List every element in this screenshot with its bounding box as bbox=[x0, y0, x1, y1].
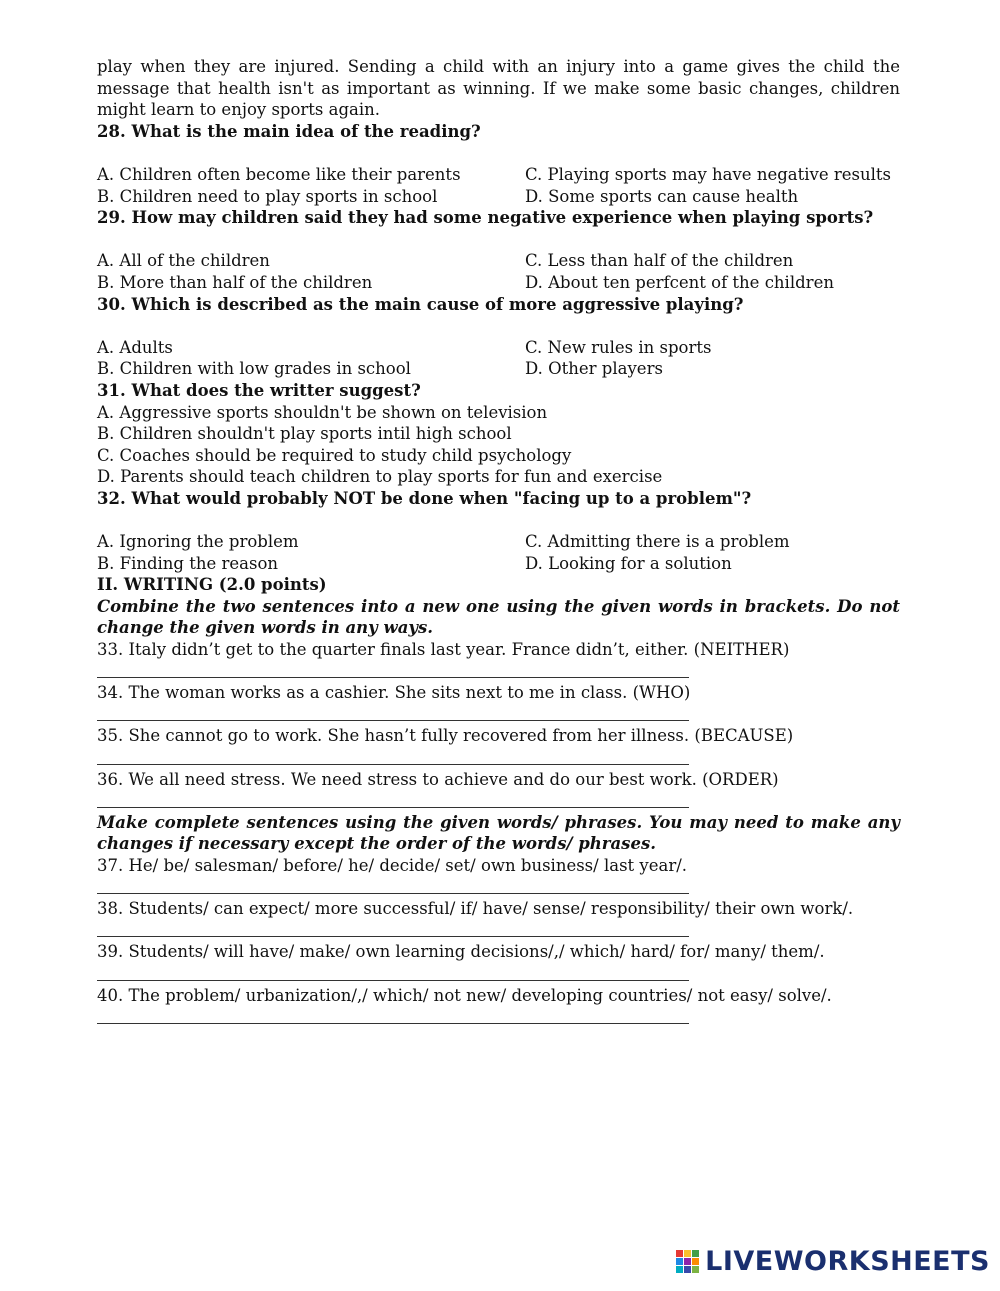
logo-tile bbox=[676, 1250, 683, 1257]
question-37: 37. He/ be/ salesman/ before/ he/ decide/ set/ own business/ last year/. bbox=[97, 855, 688, 875]
options-28-row1 bbox=[97, 164, 900, 186]
options-30-row2 bbox=[97, 358, 900, 380]
answer-37-input[interactable] bbox=[97, 877, 689, 899]
option-32-d[interactable]: D. Looking for a solution bbox=[525, 553, 732, 573]
answer-33-input[interactable] bbox=[97, 661, 689, 683]
option-32-a[interactable]: A. Ignoring the problem bbox=[97, 532, 299, 552]
options-28-row2 bbox=[97, 186, 900, 208]
answer-34-input[interactable] bbox=[97, 704, 689, 726]
logo-wordmark: LIVEWORKSHEETS bbox=[705, 1246, 990, 1277]
question-40: 40. The problem/ urbanization/,/ which/ not new/ developing countries/ not easy/ solve/. bbox=[97, 985, 832, 1005]
option-31-b[interactable]: B. Children shouldn't play sports intil high school bbox=[97, 424, 512, 444]
answer-40-input[interactable] bbox=[97, 1006, 689, 1028]
reading-passage-end: play when they are injured. Sending a child with an injury into a game gives the child the message that health isn't as important as winning. If we make some basic changes, children might learn to enjoy sports again. bbox=[97, 57, 900, 120]
option-31-d[interactable]: D. Parents should teach children to play sports for fun and exercise bbox=[97, 467, 663, 487]
question-38: 38. Students/ can expect/ more successful/ if/ have/ sense/ responsibility/ their own work/. bbox=[97, 899, 854, 919]
option-31-c[interactable]: C. Coaches should be required to study child psychology bbox=[97, 445, 572, 465]
logo-tile bbox=[684, 1250, 691, 1257]
question-33: 33. Italy didn’t get to the quarter finals last year. France didn’t, either. (NEITHER) bbox=[97, 640, 790, 660]
question-34: 34. The woman works as a cashier. She sits next to me in class. (WHO) bbox=[97, 683, 691, 703]
option-29-d[interactable]: D. About ten perfcent of the children bbox=[525, 272, 834, 292]
logo-tile bbox=[692, 1266, 699, 1273]
logo-tile bbox=[676, 1258, 683, 1265]
question-32: 32. What would probably NOT be done when "facing up to a problem"? bbox=[97, 488, 752, 508]
options-29-row1 bbox=[97, 250, 900, 272]
question-39: 39. Students/ will have/ make/ own learning decisions/,/ which/ hard/ for/ many/ them/. bbox=[97, 942, 825, 962]
logo-tile bbox=[692, 1250, 699, 1257]
answer-36-input[interactable] bbox=[97, 790, 689, 812]
option-28-a[interactable]: A. Children often become like their parents bbox=[97, 164, 461, 184]
option-32-b[interactable]: B. Finding the reason bbox=[97, 553, 279, 573]
writing-instruction-complete: Make complete sentences using the given words/ phrases. You may need to make any changes if necessary except the order of the words/ phrases. bbox=[97, 812, 900, 854]
question-31: 31. What does the writter suggest? bbox=[97, 380, 421, 400]
option-30-d[interactable]: D. Other players bbox=[525, 359, 663, 379]
option-30-a[interactable]: A. Adults bbox=[97, 337, 173, 357]
options-32-row1 bbox=[97, 531, 900, 553]
option-29-b[interactable]: B. More than half of the children bbox=[97, 272, 373, 292]
options-29-row2 bbox=[97, 272, 900, 294]
options-30-row1 bbox=[97, 337, 900, 359]
option-31-a[interactable]: A. Aggressive sports shouldn't be shown on television bbox=[97, 402, 548, 422]
question-36: 36. We all need stress. We need stress to achieve and do our best work. (ORDER) bbox=[97, 769, 779, 789]
question-28: 28. What is the main idea of the reading? bbox=[97, 121, 481, 141]
option-29-c[interactable]: C. Less than half of the children bbox=[525, 251, 794, 271]
question-30: 30. Which is described as the main cause of more aggressive playing? bbox=[97, 294, 744, 314]
liveworksheets-logo-icon bbox=[676, 1250, 699, 1273]
worksheet-page bbox=[97, 56, 900, 1028]
logo-tile bbox=[684, 1258, 691, 1265]
logo-tile bbox=[692, 1258, 699, 1265]
logo-tile bbox=[684, 1266, 691, 1273]
question-29: 29. How may children said they had some negative experience when playing sports? bbox=[97, 208, 874, 228]
liveworksheets-logo bbox=[676, 1246, 990, 1277]
option-28-d[interactable]: D. Some sports can cause health bbox=[525, 186, 799, 206]
options-32-row2 bbox=[97, 553, 900, 575]
option-28-c[interactable]: C. Playing sports may have negative results bbox=[525, 164, 891, 184]
option-30-c[interactable]: C. New rules in sports bbox=[525, 337, 712, 357]
answer-39-input[interactable] bbox=[97, 963, 689, 985]
answer-35-input[interactable] bbox=[97, 747, 689, 769]
answer-38-input[interactable] bbox=[97, 920, 689, 942]
option-29-a[interactable]: A. All of the children bbox=[97, 251, 270, 271]
writing-instruction-combine: Combine the two sentences into a new one using the given words in brackets. Do not change the given words in any ways. bbox=[97, 596, 900, 638]
writing-heading: II. WRITING (2.0 points) bbox=[97, 575, 327, 595]
option-30-b[interactable]: B. Children with low grades in school bbox=[97, 359, 411, 379]
option-28-b[interactable]: B. Children need to play sports in school bbox=[97, 186, 438, 206]
logo-tile bbox=[676, 1266, 683, 1273]
option-32-c[interactable]: C. Admitting there is a problem bbox=[525, 532, 790, 552]
question-35: 35. She cannot go to work. She hasn’t fully recovered from her illness. (BECAUSE) bbox=[97, 726, 794, 746]
